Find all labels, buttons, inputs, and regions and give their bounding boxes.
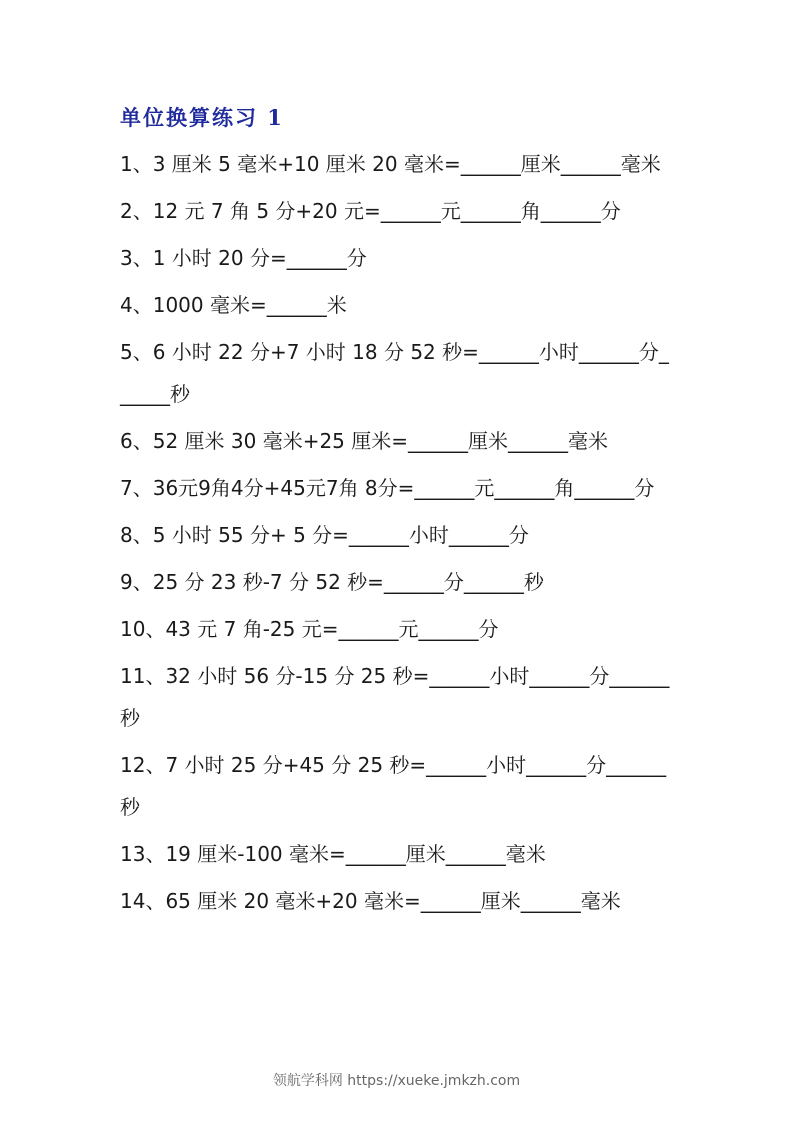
question-10: 10、43 元 7 角-25 元=______元______分 <box>120 617 499 641</box>
question-7: 7、36元9角4分+45元7角 8分=______元______角______分 <box>120 476 655 500</box>
question-11: 11、32 小时 56 分-15 分 25 秒=______小时______分______秒 <box>120 664 670 730</box>
worksheet-title: 单位换算练习 1 <box>120 105 284 130</box>
question-13: 13、19 厘米-100 毫米=______厘米______毫米 <box>120 842 546 866</box>
question-12: 12、7 小时 25 分+45 分 25 秒=______小时______分______秒 <box>120 753 667 819</box>
question-14: 14、65 厘米 20 毫米+20 毫米=______厘米______毫米 <box>120 889 621 913</box>
question-4: 4、1000 毫米=______米 <box>120 293 347 317</box>
question-1: 1、3 厘米 5 毫米+10 厘米 20 毫米=______厘米______毫米 <box>120 152 661 176</box>
question-9: 9、25 分 23 秒-7 分 52 秒=______分______秒 <box>120 570 544 594</box>
question-6: 6、52 厘米 30 毫米+25 厘米=______厘米______毫米 <box>120 429 609 453</box>
question-5: 5、6 小时 22 分+7 小时 18 分 52 秒=______小时______分______秒 <box>120 340 669 406</box>
question-8: 8、5 小时 55 分+ 5 分=______小时______分 <box>120 523 529 547</box>
question-2: 2、12 元 7 角 5 分+20 元=______元______角______分 <box>120 199 621 223</box>
footer-source-text: 领航学科网 https://xueke.jmkzh.com <box>272 1073 521 1089</box>
question-3: 3、1 小时 20 分=______分 <box>120 246 367 270</box>
question-list <box>120 143 675 927</box>
